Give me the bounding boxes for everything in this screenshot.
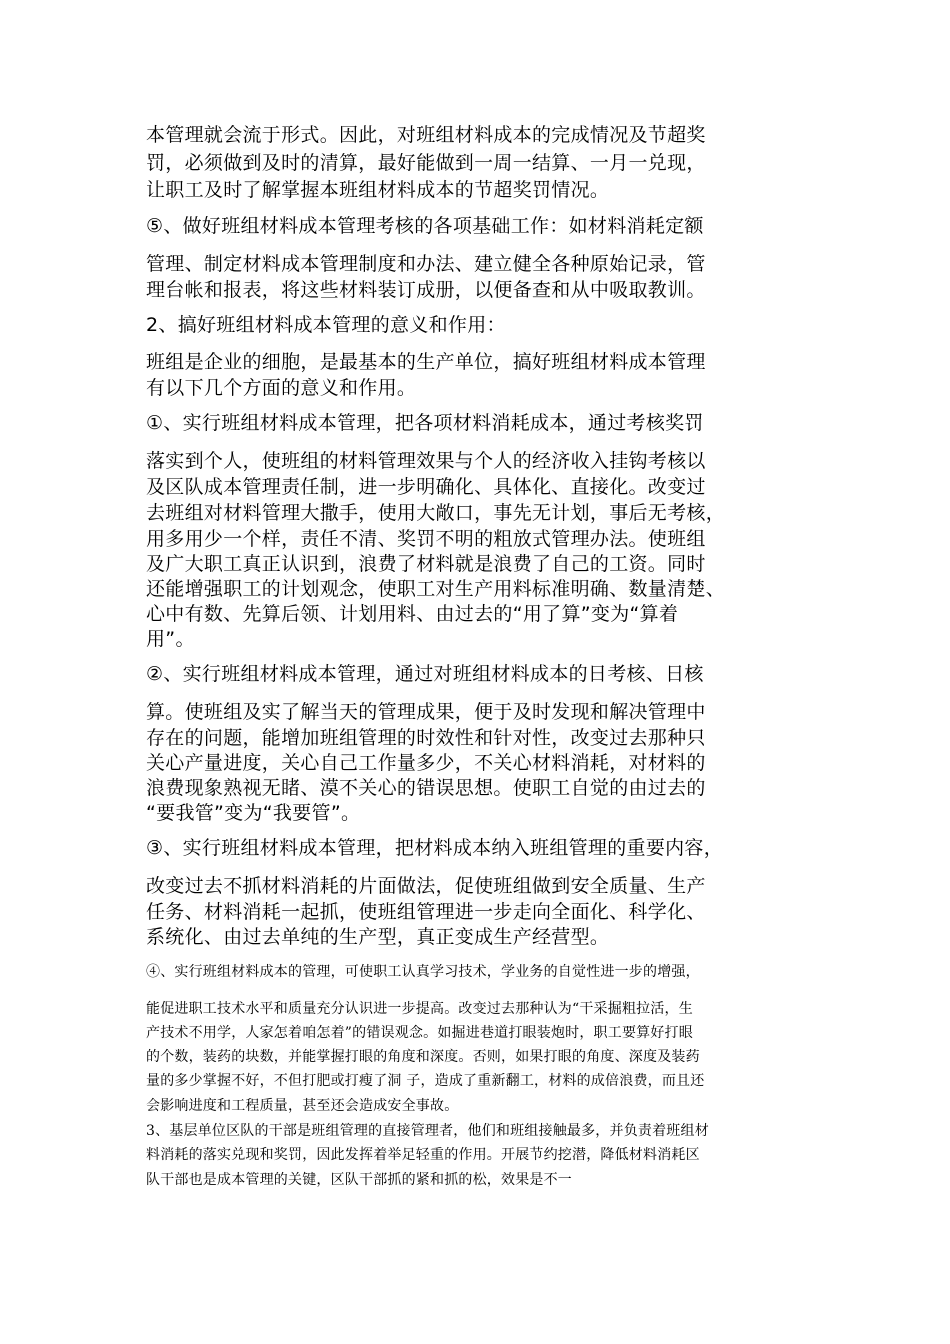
paragraph-line: 落实到个人，使班组的材料管理效果与个人的经济收入挂钩考核以 — [146, 450, 706, 472]
paragraph-line: 还能增强职工的计划观念，使职工对生产用料标准明确、数量清楚、 — [146, 578, 726, 600]
paragraph-line: 存在的问题，能增加班组管理的时效性和针对性，改变过去那种只 — [146, 727, 706, 749]
paragraph-line: 队干部也是成本管理的关键，区队干部抓的紧和抓的松，效果是不一 — [146, 1172, 572, 1188]
paragraph-line: 改变过去不抓材料消耗的片面做法，促使班组做到安全质量、生产 — [146, 875, 706, 897]
paragraph-line: 班组是企业的细胞，是最基本的生产单位，搞好班组材料成本管理 — [146, 351, 706, 373]
paragraph-line: 及广大职工真正认识到，浪费了材料就是浪费了自己的工资。同时 — [146, 553, 706, 575]
paragraph-line: 管理、制定材料成本管理制度和办法、建立健全各种原始记录，管 — [146, 253, 706, 275]
paragraph-line: 能促进职工技术水平和质量充分认识进一步提高。改变过去那种认为“干采掘粗拉活，生 — [146, 1001, 693, 1017]
paragraph-line: 去班组对材料管理大撒手，使用大敞口，事先无计划，事后无考核， — [146, 502, 726, 524]
paragraph-line: 的个数，装药的块数，并能掌握打眼的角度和深度。否则，如果打眼的角度、深度及装药 — [146, 1049, 700, 1065]
section-heading: 2、搞好班组材料成本管理的意义和作用： — [146, 314, 506, 336]
paragraph-line: 理台帐和报表，将这些材料装订成册，以便备查和从中吸取教训。 — [146, 279, 706, 301]
section-heading: 3、基层单位区队的干部是班组管理的直接管理者，他们和班组接触最多，并负责着班组材 — [146, 1123, 709, 1139]
paragraph-line: 任务、材料消耗一起抓，使班组管理进一步走向全面化、科学化、 — [146, 901, 706, 923]
paragraph-line: 量的多少掌握不好，不但打肥或打瘦了洞 子，造成了重新翻工，材料的成倍浪费，而且还 — [146, 1073, 705, 1089]
paragraph-line: ③、实行班组材料成本管理，把材料成本纳入班组管理的重要内容， — [146, 837, 724, 859]
paragraph-line: 本管理就会流于形式。因此，对班组材料成本的完成情况及节超奖 — [146, 124, 706, 146]
paragraph-line: 用多用少一个样，责任不清、奖罚不明的粗放式管理办法。使班组 — [146, 528, 706, 550]
paragraph-line: 浪费现象熟视无睹、漠不关心的错误思想。使职工自觉的由过去的 — [146, 777, 706, 799]
paragraph-line: 系统化、由过去单纯的生产型，真正变成生产经营型。 — [146, 926, 610, 948]
paragraph-line: 产技术不用学，人家怎着咱怎着”的错误观念。如掘进巷道打眼装炮时，职工要算好打眼 — [146, 1025, 693, 1041]
paragraph-line: ①、实行班组材料成本管理，把各项材料消耗成本，通过考核奖罚 — [146, 412, 704, 434]
paragraph-line: 及区队成本管理责任制，进一步明确化、具体化、直接化。改变过 — [146, 476, 706, 498]
paragraph-line: 会影响进度和工程质量，甚至还会造成安全事故。 — [146, 1098, 459, 1114]
paragraph-line: 罚，必须做到及时的清算，最好能做到一周一结算、一月一兑现， — [146, 152, 706, 174]
paragraph-line: ②、实行班组材料成本管理，通过对班组材料成本的日考核、日核 — [146, 663, 704, 685]
paragraph-line: ④、实行班组材料成本的管理，可使职工认真学习技术，学业务的自觉性进一步的增强， — [146, 964, 700, 980]
paragraph-line: 用”。 — [146, 628, 195, 650]
paragraph-line: ⑤、做好班组材料成本管理考核的各项基础工作：如材料消耗定额 — [146, 215, 704, 237]
paragraph-line: 料消耗的落实兑现和奖罚，因此发挥着举足轻重的作用。开展节约挖潜，降低材料消耗区 — [146, 1147, 700, 1163]
paragraph-line: 有以下几个方面的意义和作用。 — [146, 377, 417, 399]
paragraph-line: 算。使班组及实了解当天的管理成果，便于及时发现和解决管理中 — [146, 701, 706, 723]
paragraph-line: 关心产量进度，关心自己工作量多少，不关心材料消耗，对材料的 — [146, 752, 706, 774]
paragraph-line: 让职工及时了解掌握本班组材料成本的节超奖罚情况。 — [146, 179, 610, 201]
paragraph-line: 心中有数、先算后领、计划用料、由过去的“用了算”变为“算着 — [146, 603, 679, 625]
paragraph-line: “要我管”变为“我要管”。 — [146, 802, 361, 824]
